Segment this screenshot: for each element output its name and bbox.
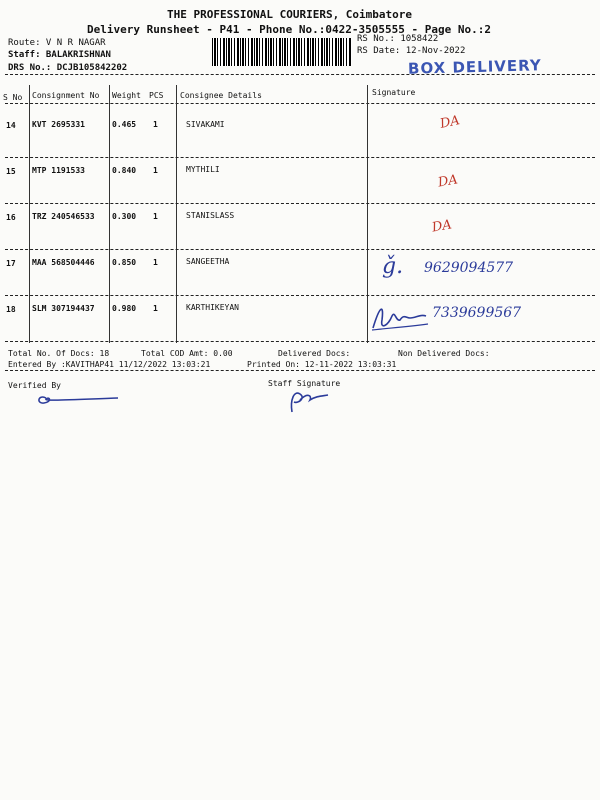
entered-by: Entered By :KAVITHAP41 11/12/2022 13:03:21: [8, 360, 211, 369]
col-pcs: PCS: [149, 91, 164, 100]
column-line: [109, 85, 110, 343]
col-consignee: Consignee Details: [180, 91, 262, 100]
delivered-docs: Delivered Docs:: [278, 349, 351, 358]
row-consignee: SANGEETHA: [186, 257, 230, 266]
verified-signature: [32, 390, 122, 408]
row-sno: 16: [6, 213, 16, 222]
row-pcs: 1: [153, 304, 158, 313]
non-delivered-docs: Non Delivered Docs:: [398, 349, 490, 358]
row-consignment: KVT 2695331: [32, 120, 85, 129]
staff-signature-label: Staff Signature: [268, 379, 341, 388]
total-cod: Total COD Amt: 0.00: [141, 349, 233, 358]
row-pcs: 1: [153, 166, 158, 175]
row-consignment: TRZ 240546533: [32, 212, 95, 221]
printed-on: Printed On: 12-11-2022 13:03:31: [247, 360, 397, 369]
row-signature: 7339699567: [432, 305, 522, 321]
route-label: Route: V N R NAGAR: [8, 38, 106, 48]
row-consignee: KARTHIKEYAN: [186, 303, 239, 312]
row-consignee: STANISLASS: [186, 211, 235, 220]
row-signature: DA: [438, 113, 462, 132]
divider: [5, 103, 595, 104]
row-signature: DA: [430, 217, 453, 236]
row-pcs: 1: [153, 120, 158, 129]
initial-mark: ǧ.: [382, 254, 404, 279]
row-consignee: SIVAKAMI: [186, 120, 225, 129]
col-signature: Signature: [372, 88, 416, 97]
row-weight: 0.980: [112, 304, 137, 313]
row-divider: [5, 295, 595, 296]
rs-number: RS No.: 1058422: [357, 34, 439, 44]
row-divider: [5, 341, 595, 342]
row-weight: 0.465: [112, 120, 137, 129]
row-consignment: SLM 307194437: [32, 304, 95, 313]
drs-number: DRS No.: DCJB105842202: [8, 63, 128, 73]
column-line: [29, 85, 30, 343]
row-sno: 17: [6, 259, 16, 268]
row-sno: 15: [6, 167, 16, 176]
row-consignment: MTP 1191533: [32, 166, 85, 175]
signature-scribble: [370, 300, 430, 336]
row-pcs: 1: [153, 258, 158, 267]
company-title: THE PROFESSIONAL COURIERS, Coimbatore: [167, 8, 413, 21]
rs-date: RS Date: 12-Nov-2022: [357, 46, 466, 56]
verified-by-label: Verified By: [8, 381, 61, 390]
column-line: [367, 85, 368, 343]
row-sno: 14: [6, 121, 16, 130]
divider: [5, 370, 595, 371]
row-weight: 0.850: [112, 258, 137, 267]
row-weight: 0.840: [112, 166, 137, 175]
box-delivery-stamp: BOX DELIVERY: [407, 56, 542, 78]
row-consignee: MYTHILI: [186, 165, 220, 174]
row-pcs: 1: [153, 212, 158, 221]
runsheet-subtitle: Delivery Runsheet - P41 - Phone No.:0422-3505555 - Page No.:2: [87, 23, 491, 36]
col-sno: S No: [3, 93, 23, 102]
staff-signature: [286, 386, 332, 414]
row-signature: DA: [436, 172, 459, 191]
staff-label: Staff: BALAKRISHNAN: [8, 50, 111, 60]
barcode: [212, 38, 352, 66]
row-divider: [5, 249, 595, 250]
col-consignment: Consignment No: [32, 91, 100, 100]
row-signature: 9629094577: [424, 260, 514, 276]
row-sno: 18: [6, 305, 16, 314]
col-weight: Weight: [112, 91, 141, 100]
row-divider: [5, 157, 595, 158]
row-divider: [5, 203, 595, 204]
total-docs: Total No. Of Docs: 18: [8, 349, 110, 358]
divider: [5, 74, 595, 75]
row-weight: 0.300: [112, 212, 137, 221]
row-consignment: MAA 568504446: [32, 258, 95, 267]
column-line: [176, 85, 177, 343]
